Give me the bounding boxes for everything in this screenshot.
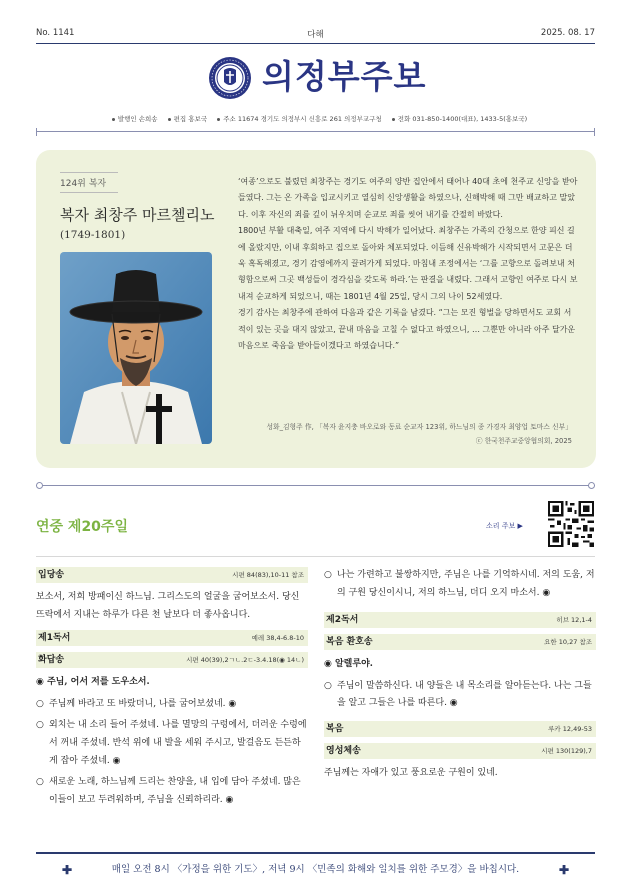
editor: 편집 홍보국 xyxy=(173,115,208,123)
bullet-dot xyxy=(112,118,115,121)
publisher: 발행인 손희송 xyxy=(117,115,158,123)
bullet-dot xyxy=(168,118,171,121)
phone: 전화 031-850-1400(대표), 1433-5(홍보국) xyxy=(397,115,528,123)
diocese-seal-icon xyxy=(208,56,252,100)
alleluia-header xyxy=(324,634,596,650)
cross-icon: ✚ xyxy=(558,863,569,877)
scripture-ref: 시편 40(39),2ㄱㄴ.2ㄷ-3.4.18(◉ 14ㄴ) xyxy=(186,656,304,665)
psalm-verse: ○ 외치는 내 소리 들어 주셨네. 나를 멸망의 구렁에서, 더러운 수렁에서 꺼내 주셨네. 반석 위에 내 발을 세워 주시고, 발걸음도 든든하게 잡아 주셨네. ◉ xyxy=(36,717,308,770)
qr-code-icon[interactable] xyxy=(548,501,594,547)
issue-date: 2025. 08. 17 xyxy=(540,28,595,38)
gospel-header xyxy=(324,721,596,737)
section-title: 입당송 xyxy=(38,570,65,580)
newsletter-title: 의정부주보 xyxy=(262,57,427,96)
section-title: 복음 환호송 xyxy=(326,637,373,648)
scripture-ref: 히브 12,1-4 xyxy=(556,616,592,625)
alleluia-response: ◉ 알렐루야. xyxy=(324,659,373,670)
alleluia-verse: ○ 주님이 말씀하신다. 내 양들은 내 목소리를 알아듣는다. 나는 그들을 알고 그들은 나를 따른다. ◉ xyxy=(324,678,596,713)
reading1-header xyxy=(36,630,308,646)
address: 주소 11674 경기도 의정부시 신흥로 261 의정부교구청 xyxy=(223,115,382,123)
entrance-antiphon: 보소서, 저희 방패이신 하느님. 그리스도의 얼굴을 굽어보소서. 당신 뜨락에서 지내는 하루가 다른 천 날보다 더 좋사옵니다. xyxy=(36,592,300,620)
psalm-header xyxy=(36,652,308,668)
liturgical-year: 다해 xyxy=(307,30,324,40)
verse-bullet: ○ xyxy=(36,720,44,731)
credit-line: 성화_김형주 作, 「복자 윤지충 바오로와 동료 순교자 123위, 하느님의 종 가경자 최양업 토마스 신부」 xyxy=(266,423,572,431)
section-title: 화답송 xyxy=(38,655,65,666)
cross-icon: ✚ xyxy=(62,863,73,877)
verse-bullet: ○ xyxy=(324,680,332,691)
publication-info xyxy=(36,114,595,123)
section-title: 제2독서 xyxy=(326,615,359,626)
sunday-title: 연중 제20주일 xyxy=(36,519,128,535)
story-paragraph: 경기 감사는 최창주에 관하여 다음과 같은 기록을 남겼다. “그는 모진 형벌을 당하면서도 교회 서적이 있는 곳을 대지 않았고, 끝내 마음을 고칠 수 없다고 하였으니, … 그뿐만 아니라 아주 달가운 마음으로 죽음을 받아들이겠다고 하였습니다.” xyxy=(238,308,576,351)
image-credit xyxy=(266,420,572,448)
story-paragraph: 1800년 부활 대축일, 여주 지역에 다시 박해가 일어났다. 최창주는 가족의 간청으로 한양 피신 길에 올랐지만, 이내 후회하고 집으로 돌아와 체포되었다. 이듬해 신유박해가 시작되면서 고문은 더욱 혹독해졌고, 경기 감영에까지 끌려가게 되었다. 마침내 조정에서는 ‘그를 고향으로 돌려보내 처형함으로써 그곳 백성들이 경각심을 갖도록 하라.’는 판결을 내렸다. 그래서 고향인 여주로 다시 보내져 순교하게 되었으니, 때는 1801년 4월 25일, 당시 그의 나이 52세였다. xyxy=(238,226,578,301)
bullet-dot xyxy=(217,118,220,121)
saint-feature-box xyxy=(36,150,596,468)
saint-story xyxy=(238,174,578,354)
story-paragraph: ‘여종’으로도 불렸던 최창주는 경기도 여주의 양반 집안에서 태어나 40대 초에 천주교 신앙을 받아들였다. 그는 온 가족을 입교시키고 열심히 신앙생활을 하였으나, 신해박해 때 그만 배교하고 말았다. 이후 자신의 죄를 깊이 뉘우치며 순교로 죄를 씻어 내기를 간절히 바랐다. xyxy=(238,177,578,219)
reading2-header xyxy=(324,612,596,628)
audio-bulletin-link[interactable]: 소리 주보 ▶ xyxy=(486,522,523,530)
verse-bullet: ○ xyxy=(324,570,332,580)
liturgy-left-column xyxy=(36,567,308,813)
communion-antiphon: 주님께는 자애가 있고 풍요로운 구원이 있네. xyxy=(324,767,498,778)
saint-tag: 124위 복자 xyxy=(60,172,118,193)
title-divider xyxy=(36,556,595,557)
psalm-response: ◉ 주님, 어서 저를 도우소서. xyxy=(36,677,150,688)
scripture-ref: 요한 10,27 참조 xyxy=(544,638,592,647)
top-bar xyxy=(36,28,595,42)
footer-divider xyxy=(36,852,595,854)
pubinfo-divider xyxy=(36,128,595,136)
section-title: 복음 xyxy=(326,723,344,734)
psalm-verse: ○ 주님께 바라고 또 바랐더니, 나를 굽어보셨네. ◉ xyxy=(36,696,308,714)
psalm-verse: ○ 나는 가련하고 불쌍하지만, 주님은 나를 기억하시네. 저의 도움, 저의 구원 당신이시니, 저의 하느님, 더디 오지 마소서. ◉ xyxy=(324,567,596,602)
psalm-verse: ○ 새로운 노래, 하느님께 드리는 찬양을, 내 입에 담아 주셨네. 많은 이들이 보고 두려워하며, 주님을 신뢰하리라. ◉ xyxy=(36,774,308,809)
saint-name: 복자 최창주 마르첼리노 xyxy=(60,206,215,224)
section-divider xyxy=(36,482,595,490)
issue-number: No. 1141 xyxy=(36,28,75,38)
scripture-ref: 시편 84(83),10-11 참조 xyxy=(232,571,304,579)
footer-prayer-notice xyxy=(36,860,595,880)
top-divider xyxy=(36,43,595,44)
scripture-ref: 예레 38,4-6.8-10 xyxy=(251,634,304,643)
liturgy-right-column xyxy=(324,567,596,783)
copyright-line: ⓒ 한국천주교중앙협의회, 2025 xyxy=(475,437,572,445)
bullet-dot xyxy=(392,118,395,121)
verse-bullet: ○ xyxy=(36,777,44,788)
saint-years: (1749-1801) xyxy=(60,229,126,241)
section-title: 영성체송 xyxy=(326,745,361,756)
saint-portrait-image xyxy=(60,252,212,444)
footer-text: 매일 오전 8시 〈가정을 위한 기도〉, 저녁 9시 〈민족의 화해와 일치를 위한 주모경〉을 바칩시다. xyxy=(111,864,520,875)
section-title: 제1독서 xyxy=(38,633,71,644)
verse-bullet: ○ xyxy=(36,698,44,709)
scripture-ref: 루카 12,49-53 xyxy=(548,724,592,733)
communion-header xyxy=(324,743,596,759)
scripture-ref: 시편 130(129),7 xyxy=(541,746,592,755)
entrance-header xyxy=(36,567,308,583)
